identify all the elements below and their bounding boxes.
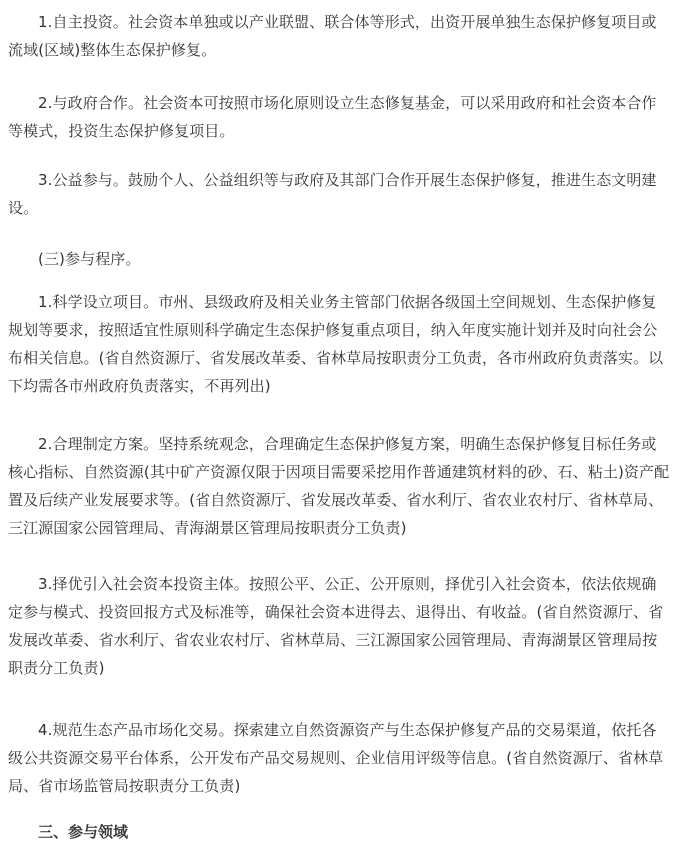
paragraph-investor-selection: 3.择优引入社会资本投资主体。按照公平、公正、公开原则，择优引入社会资本，依法依规确定参与模式、投资回报方式及标准等，确保社会资本进得去、退得出、有收益。(省自然资源厅、省发展改革委、省水利厅、省农业农村厅、省林草局、三江源国家公园管理局、青海湖景区管理局按职责分工负责)	[8, 575, 664, 677]
paragraph-public-welfare: 3.公益参与。鼓励个人、公益组织等与政府及其部门合作开展生态保护修复，推进生态文明建设。	[8, 171, 657, 217]
paragraph-project-setup: 1.科学设立项目。市州、县级政府及相关业务主管部门依据各级国土空间规划、生态保护修复规划等要求，按照适宜性原则科学确定生态保护修复重点项目，纳入年度实施计划并及时向社会公布相关信息。(省自然资源厅、省发展改革委、省林草局按职责分工负责，各市州政府负责落实。以下均需各市州政府负责落实，不再列出)	[8, 293, 664, 395]
paragraph-market-trading: 4.规范生态产品市场化交易。探索建立自然资源资产与生态保护修复产品的交易渠道，依托各级公共资源交易平台体系，公开发布产品交易规则、企业信用评级等信息。(省自然资源厅、省林草局、省市场监管局按职责分工负责)	[8, 721, 664, 795]
section-heading: 三、参与领域	[38, 823, 129, 841]
paragraph-government-cooperation: 2.与政府合作。社会资本可按照市场化原则设立生态修复基金，可以采用政府和社会资本合作等模式，投资生态保护修复项目。	[8, 94, 657, 140]
subsection-participation-procedure: (三)参与程序。	[38, 250, 141, 268]
paragraph-plan-formulation: 2.合理制定方案。坚持系统观念，合理确定生态保护修复方案，明确生态保护修复目标任务或核心指标、自然资源(其中矿产资源仅限于因项目需要采挖用作普通建筑材料的砂、石、粘土)资产配置及后续产业发展要求等。(省自然资源厅、省发展改革委、省水利厅、省农业农村厅、省林草局、三江源国家公园管理局、青海湖景区管理局按职责分工负责)	[8, 435, 670, 537]
paragraph-independent-investment: 1.自主投资。社会资本单独或以产业联盟、联合体等形式，出资开展单独生态保护修复项目或流域(区域)整体生态保护修复。	[8, 13, 657, 59]
